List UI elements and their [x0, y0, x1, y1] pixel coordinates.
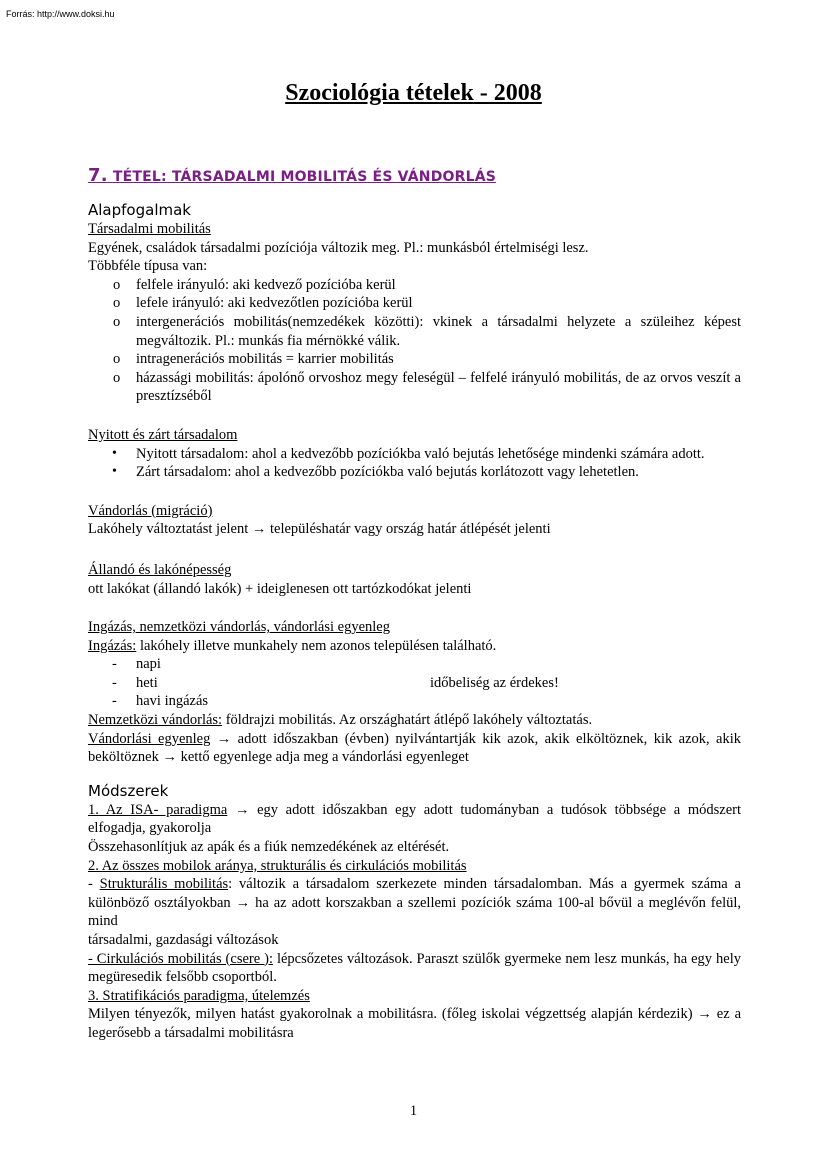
- list-item: o felfele irányuló: aki kedvező pozícióba kerül: [113, 276, 396, 293]
- paragraph: Lakóhely változtatást jelent → településhatár vagy ország határ átlépését jelenti: [88, 521, 551, 538]
- section-heading-modszerek: Módszerek: [88, 781, 169, 800]
- list-item: o intragenerációs mobilitás = karrier mobilitás: [113, 351, 394, 368]
- paragraph: Ingázás: lakóhely illetve munkahely nem azonos településen található.: [88, 637, 497, 654]
- commute-types-list: [88, 655, 741, 711]
- list-item: • Nyitott társadalom: ahol a kedvezőbb pozíciókba való bejutás lehetősége mindenki számára adott.: [112, 445, 705, 462]
- side-note: időbeliség az érdekes!: [430, 674, 559, 691]
- paragraph: Milyen tényezők, milyen hatást gyakorolnak a mobilitásra. (főleg iskolai végzettség alapján kérdezik) → ez a legerősebb a társadalmi mobilitásra: [88, 1006, 741, 1041]
- bullet-o-icon: o: [113, 313, 121, 330]
- list-item: - havi ingázás: [112, 693, 209, 710]
- paragraph: Nemzetközi vándorlás: földrajzi mobilitás. Az országhatárt átlépő lakóhely változtatás.: [88, 712, 593, 729]
- subsection-title: Társadalmi mobilitás: [88, 221, 211, 237]
- bullet-dot-icon: •: [112, 464, 117, 480]
- subsection-title: 3. Stratifikációs paradigma, útelemzés: [88, 987, 310, 1004]
- society-types-list: [88, 445, 741, 482]
- chapter-title: TÉTEL: TÁRSADALMI MOBILITÁS ÉS VÁNDORLÁS: [112, 169, 497, 185]
- bullet-o-icon: o: [113, 351, 121, 368]
- subsection-title: 2. Az összes mobilok aránya, strukturális és cirkulációs mobilitás: [88, 857, 467, 874]
- paragraph: ott lakókat (állandó lakók) + ideiglenesen ott tartózkodókat jelenti: [88, 580, 472, 597]
- bullet-o-icon: o: [113, 369, 121, 386]
- paragraph: - Strukturális mobilitás: változik a társadalom szerkezete minden társadalomban. Más a gyermek száma a különböző osztályokban → ha az adott korszakban a szellemi pozíciók száma 100-al bővül a meglévőn felül, mind: [88, 876, 741, 930]
- list-item: o lefele irányuló: aki kedvezőtlen pozícióba kerül: [113, 295, 413, 312]
- bullet-o-icon: o: [113, 295, 121, 312]
- source-url: Forrás: http://www.doksi.hu: [6, 9, 115, 19]
- paragraph: Többféle típusa van:: [88, 258, 208, 275]
- paragraph: társadalmi, gazdasági változások: [88, 932, 279, 948]
- list-item: - napi: [112, 656, 161, 673]
- dash-icon: -: [112, 656, 117, 673]
- chapter-number: 7.: [88, 165, 108, 186]
- list-item: o házassági mobilitás: ápolónő orvoshoz megy feleségül – felfelé irányuló mobilitás, de az orvos veszít a presztízséből: [113, 369, 741, 405]
- subsection-title: Nyitott és zárt társadalom: [88, 426, 238, 443]
- bullet-dot-icon: •: [112, 445, 117, 461]
- chapter-heading: [88, 165, 496, 186]
- dash-icon: -: [112, 693, 117, 710]
- section-heading-alapfogalmak: Alapfogalmak: [88, 201, 191, 219]
- paragraph: - Cirkulációs mobilitás (csere ): lépcsőzetes változások. Paraszt szülők gyermeke nem lesz munkás, ha egy hely megüresedik felsőbb csoportból.: [88, 950, 741, 986]
- subsection-title: Ingázás, nemzetközi vándorlás, vándorlási egyenleg: [88, 619, 390, 636]
- paragraph: Összehasonlítjuk az apák és a fiúk nemzedékének az eltérését.: [88, 839, 450, 856]
- list-item: o intergenerációs mobilitás(nemzedékek közötti): vkinek a társadalmi helyzete a szüleihez képest megváltozik. Pl.: munkás fia mérnökké válik.: [113, 313, 741, 349]
- bullet-o-icon: o: [113, 276, 121, 293]
- subsection-title: Vándorlás (migráció): [88, 502, 213, 519]
- document-body: [88, 200, 741, 1043]
- paragraph: Vándorlási egyenleg → adott időszakban (évben) nyilvántartják kik azok, akik elköltöznek, kik azok, akik beköltöznek → kettő egyenlege adja meg a vándorlási egyenleget: [88, 730, 741, 766]
- document-title: Szociológia tételek - 2008: [285, 80, 542, 106]
- list-item: • Zárt társadalom: ahol a kedvezőbb pozíciókba való bejutás korlátozott vagy lehetetlen.: [112, 464, 639, 481]
- mobility-types-list: [88, 276, 741, 406]
- paragraph: 1. Az ISA- paradigma → egy adott időszakban egy adott tudományban a tudósok többsége a módszert elfogadja, gyakorolja: [88, 801, 741, 837]
- dash-icon: -: [112, 674, 117, 691]
- list-item: - heti időbeliség az érdekes!: [112, 674, 559, 691]
- page-number: 1: [409, 1103, 418, 1119]
- paragraph: Egyének, családok társadalmi pozíciója változik meg. Pl.: munkásból értelmiségi lesz.: [88, 239, 589, 256]
- subsection-title: Állandó és lakónépesség: [88, 561, 232, 578]
